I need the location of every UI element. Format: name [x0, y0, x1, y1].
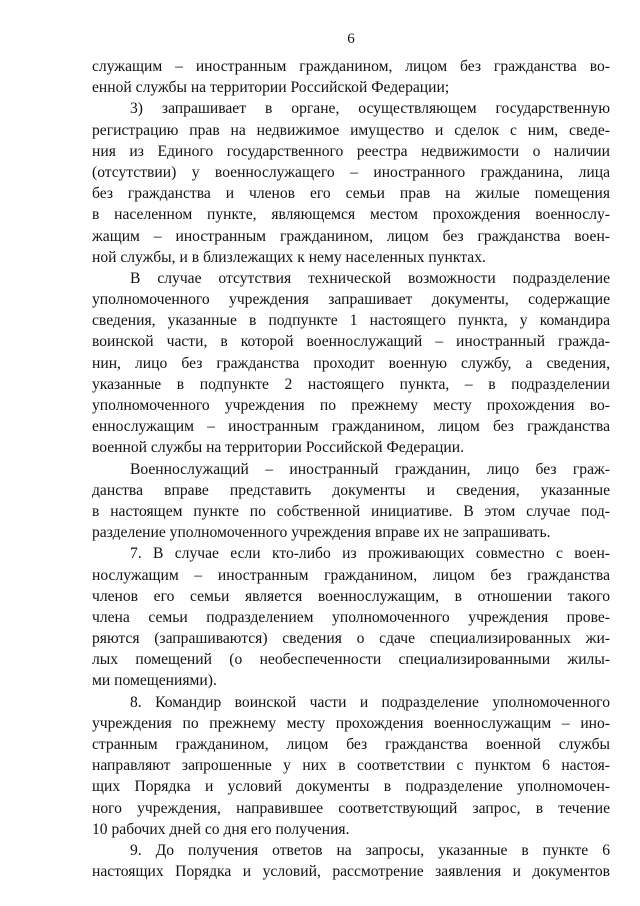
text-line: нин, лицо без гражданства проходит военную службу, а сведения,	[92, 354, 610, 372]
text-line: ми помещениями).	[92, 672, 217, 690]
text-line: ной службы, и в близлежащих к нему населенных пунктах.	[92, 248, 486, 266]
text-line: настоящих Порядка и условий, рассмотрение заявления и документов	[92, 863, 610, 881]
text-line: еннослужащим – иностранным гражданином, лицом без гражданства	[92, 418, 610, 436]
page-number: 6	[347, 31, 355, 47]
text-line: нослужащим – иностранным гражданином, лицом без гражданства	[92, 566, 610, 584]
text-line: странным гражданином, лицом без гражданства военной службы	[92, 736, 610, 753]
text-line: сведения, указанные в подпункте 1 настоящего пункта, у командира	[92, 312, 610, 330]
text-line: данства вправе представить документы и сведения, указанные	[92, 481, 610, 499]
text-line: военной службы на территории Российской Федерации.	[92, 439, 464, 457]
text-line: лых помещений (о необеспеченности специализированными жилы-	[92, 651, 610, 669]
paragraph	[92, 459, 610, 544]
text-line: 9. До получения ответов на запросы, указанные в пункте 6	[130, 841, 610, 859]
text-line: служащим – иностранным гражданином, лицом без гражданства во-	[92, 58, 610, 75]
paragraph	[92, 543, 610, 691]
text-line: (отсутствии) у военнослужащего – иностранного гражданина, лица	[92, 163, 610, 181]
text-line: 10 рабочих дней со дня его получения.	[92, 820, 350, 838]
text-line: енной службы на территории Российской Федерации;	[92, 79, 450, 97]
text-line: в населенном пункте, являющемся местом прохождения военнослу-	[92, 206, 610, 224]
text-line: ряются (запрашиваются) сведения о сдаче специализированных жи-	[92, 630, 610, 648]
text-line: направляют запрошенные у них в соответствии с пунктом 6 настоя-	[92, 757, 610, 775]
text-line: В случае отсутствия технической возможности подразделение	[130, 269, 610, 287]
text-line: указанные в подпункте 2 настоящего пункта, – в подразделении	[92, 375, 610, 393]
text-line: членов его семьи является военнослужащим, в отношении такого	[92, 587, 610, 605]
text-line: 7. В случае если кто-либо из проживающих совместно с воен-	[130, 545, 610, 563]
paragraph	[92, 840, 610, 882]
text-line: разделение уполномоченного учреждения вправе их не запрашивать.	[92, 524, 551, 542]
text-line: жащим – иностранным гражданином, лицом без гражданства воен-	[92, 227, 610, 245]
text-line: учреждения по прежнему месту прохождения военнослужащим – ино-	[92, 714, 610, 732]
paragraph	[92, 692, 610, 840]
text-line: воинской части, в которой военнослужащий – иностранный гражда-	[92, 333, 610, 351]
paragraph	[92, 98, 610, 268]
text-line: уполномоченного учреждения по прежнему месту прохождения во-	[92, 397, 610, 414]
paragraph	[92, 268, 610, 459]
text-line: регистрацию прав на недвижимое имущество и сделок с ним, сведе-	[92, 121, 610, 139]
text-line: без гражданства и членов его семьи прав на жилые помещения	[92, 185, 610, 203]
text-line: 8. Командир воинской части и подразделение уполномоченного	[130, 693, 610, 711]
document-body	[92, 56, 610, 882]
text-line: 3) запрашивает в органе, осуществляющем государственную	[130, 100, 610, 118]
text-line: в настоящем пункте по собственной инициативе. В этом случае под-	[92, 502, 610, 520]
text-line: уполномоченного учреждения запрашивает документы, содержащие	[92, 291, 610, 309]
text-line: ния из Единого государственного реестра недвижимости о наличии	[92, 142, 610, 160]
text-line: щих Порядка и условий документы в подразделение уполномочен-	[92, 778, 610, 796]
text-line: члена семьи подразделением уполномоченного учреждения прове-	[92, 608, 610, 626]
text-line: ного учреждения, направившее соответствующий запрос, в течение	[92, 799, 610, 817]
paragraph	[92, 56, 610, 98]
text-line: Военнослужащий – иностранный гражданин, лицо без граж-	[130, 460, 610, 478]
